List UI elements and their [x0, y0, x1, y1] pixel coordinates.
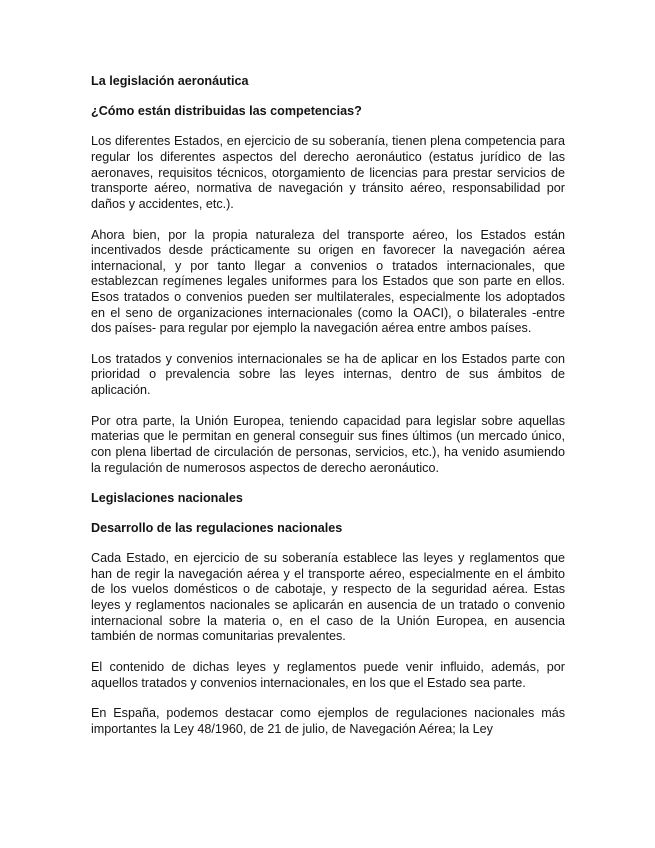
document-title: La legislación aeronáutica — [91, 74, 249, 88]
document-page — [91, 74, 565, 738]
paragraph: En España, podemos destacar como ejemplos de regulaciones nacionales más importantes la Ley 48/1960, de 21 de julio, de Navegación Aérea; la Ley — [91, 706, 565, 736]
section-heading-legislaciones-nacionales: Legislaciones nacionales — [91, 490, 243, 505]
paragraph: Ahora bien, por la propia naturaleza del transporte aéreo, los Estados están incentivados desde prácticamente su origen en favorecer la navegación aérea internacional, y por tanto llegar a convenios o tratados internacionales, que establezcan regímenes legales uniformes para los Estados que son parte en ellos. Esos tratados o convenios pueden ser multilaterales, especialmente los adoptados en el seno de organizaciones internacionales (como la OACI), o bilaterales -entre dos países- para regular por ejemplo la navegación aérea entre ambos países. — [91, 227, 565, 336]
paragraph: Por otra parte, la Unión Europea, teniendo capacidad para legislar sobre aquellas materias que le permitan en general conseguir sus fines últimos (un mercado único, con plena libertad de circulación de personas, servicios, etc.), ha venido asumiendo la regulación de numerosos aspectos de derecho aeronáutico. — [91, 413, 565, 475]
paragraph: Cada Estado, en ejercicio de su soberanía establece las leyes y reglamentos que han de regir la navegación aérea y el transporte aéreo, especialmente en el ámbito de los vuelos domésticos o de cabotaje, y respecto de la seguridad aérea. Estas leyes y reglamentos nacionales se aplicarán en ausencia de un tratado o convenio internacional sobre la materia o, en el caso de la Unión Europea, en ausencia también de normas comunitarias prevalentes. — [91, 551, 565, 644]
paragraph: Los diferentes Estados, en ejercicio de su soberanía, tienen plena competencia para regular los diferentes aspectos del derecho aeronáutico (estatus jurídico de las aeronaves, requisitos técnicos, otorgamiento de licencias para prestar servicios de transporte aéreo, normativa de navegación y tránsito aéreo, responsabilidad por daños y accidentes, etc.). — [91, 134, 565, 211]
paragraph: El contenido de dichas leyes y reglamentos puede venir influido, además, por aquellos tratados y convenios internacionales, en los que el Estado sea parte. — [91, 659, 565, 690]
paragraph: Los tratados y convenios internacionales se ha de aplicar en los Estados parte con prioridad o prevalencia sobre las leyes internas, dentro de sus ámbitos de aplicación. — [91, 351, 565, 398]
section-heading-competencias: ¿Cómo están distribuidas las competencias? — [91, 104, 362, 119]
section-heading-desarrollo: Desarrollo de las regulaciones nacionales — [91, 521, 343, 535]
